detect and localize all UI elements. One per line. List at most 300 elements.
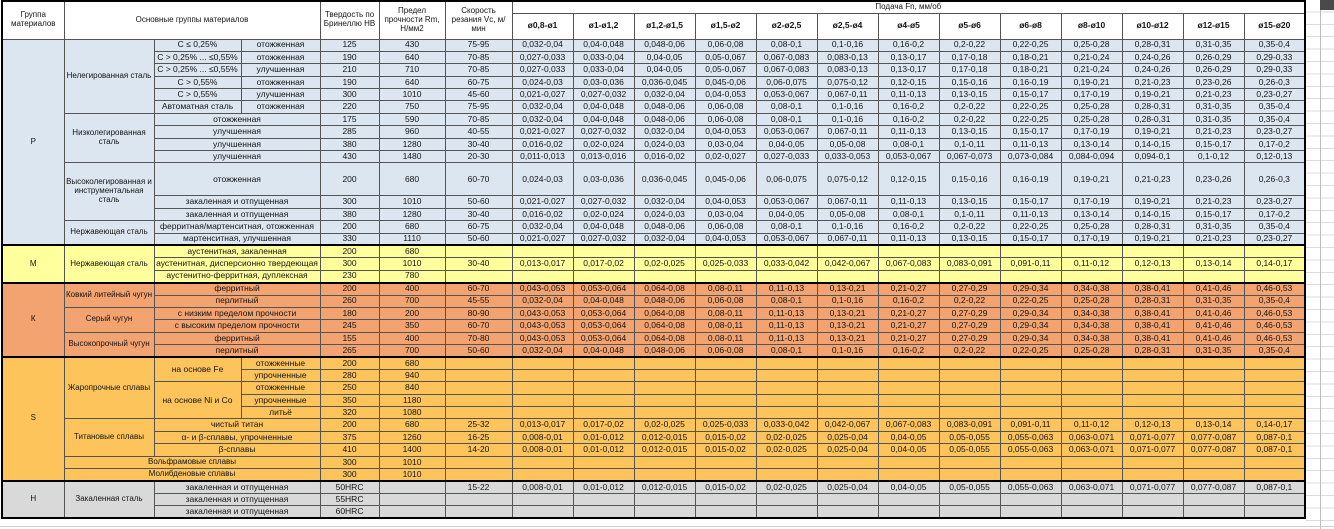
feed-cell[interactable]: 0,2-0,22 [939, 101, 1000, 113]
feed-cell-empty[interactable] [878, 357, 939, 369]
feed-cell[interactable]: 0,04-0,048 [573, 295, 634, 307]
material-family-cell[interactable]: Закаленная сталь [64, 481, 154, 518]
feed-cell[interactable]: 0,21-0,23 [1183, 89, 1244, 101]
feed-cell[interactable]: 0,11-0,13 [756, 307, 817, 319]
material-condition-cell[interactable]: закаленная и отпущенная [154, 208, 320, 220]
feed-cell[interactable]: 0,021-0,027 [512, 196, 573, 208]
feed-cell[interactable]: 0,35-0,4 [1244, 345, 1305, 357]
feed-cell[interactable]: 0,083-0,13 [817, 64, 878, 76]
feed-cell-empty[interactable] [756, 506, 817, 518]
speed-cell[interactable]: 16-25 [445, 431, 512, 443]
feed-cell[interactable]: 0,13-0,15 [939, 196, 1000, 208]
feed-cell-empty[interactable] [1244, 456, 1305, 468]
feed-cell-empty[interactable] [573, 456, 634, 468]
feed-cell-empty[interactable] [1244, 394, 1305, 406]
feed-cell-empty[interactable] [1000, 456, 1061, 468]
feed-cell-empty[interactable] [878, 382, 939, 394]
feed-cell[interactable]: 0,016-0,02 [512, 208, 573, 220]
feed-cell[interactable]: 0,21-0,27 [878, 283, 939, 295]
feed-cell[interactable]: 0,34-0,38 [1061, 332, 1122, 344]
feed-cell[interactable]: 0,19-0,21 [1122, 126, 1183, 138]
hardness-cell[interactable]: 200 [320, 221, 379, 233]
strength-cell[interactable]: 1010 [379, 196, 445, 208]
feed-cell-empty[interactable] [573, 245, 634, 257]
feed-cell-empty[interactable] [1244, 357, 1305, 369]
feed-cell[interactable]: 0,35-0,4 [1244, 39, 1305, 51]
feed-cell[interactable]: 0,063-0,071 [1061, 444, 1122, 456]
feed-cell[interactable]: 0,28-0,31 [1122, 39, 1183, 51]
feed-cell[interactable]: 0,23-0,27 [1244, 196, 1305, 208]
feed-cell-empty[interactable] [634, 469, 695, 481]
feed-column-header[interactable]: ø6-ø8 [1000, 13, 1061, 39]
feed-cell[interactable]: 0,26-0,3 [1244, 76, 1305, 88]
feed-cell-empty[interactable] [1244, 245, 1305, 257]
feed-cell-empty[interactable] [756, 270, 817, 282]
feed-cell-empty[interactable] [1122, 506, 1183, 518]
feed-cell[interactable]: 0,033-0,04 [573, 51, 634, 63]
material-condition-cell[interactable]: отожженная [241, 101, 320, 113]
speed-cell[interactable]: 70-85 [445, 64, 512, 76]
feed-cell[interactable]: 0,02-0,025 [634, 419, 695, 431]
speed-cell[interactable]: 50-60 [445, 233, 512, 245]
feed-cell[interactable]: 0,13-0,14 [1061, 208, 1122, 220]
feed-cell[interactable]: 0,08-0,11 [695, 307, 756, 319]
feed-cell[interactable]: 0,012-0,015 [634, 431, 695, 443]
feed-cell-empty[interactable] [1122, 369, 1183, 381]
hardness-cell[interactable]: 155 [320, 332, 379, 344]
speed-cell[interactable]: 60-70 [445, 320, 512, 332]
hardness-cell[interactable]: 430 [320, 151, 379, 163]
feed-cell[interactable]: 0,16-0,2 [878, 295, 939, 307]
strength-cell[interactable]: 400 [379, 332, 445, 344]
feed-cell-empty[interactable] [634, 270, 695, 282]
material-condition-cell[interactable]: с высоким пределом прочности [154, 320, 320, 332]
feed-cell[interactable]: 0,16-0,2 [878, 113, 939, 125]
speed-cell[interactable]: 75-95 [445, 39, 512, 51]
hardness-cell[interactable]: 380 [320, 208, 379, 220]
feed-cell[interactable]: 0,04-0,053 [695, 89, 756, 101]
hardness-cell[interactable]: 320 [320, 407, 379, 419]
feed-cell[interactable]: 0,2-0,22 [939, 39, 1000, 51]
feed-cell[interactable]: 0,027-0,032 [573, 233, 634, 245]
speed-cell[interactable]: 60-75 [445, 221, 512, 233]
feed-cell[interactable]: 0,13-0,21 [817, 332, 878, 344]
material-family-cell[interactable]: Молибденовые сплавы [64, 469, 320, 481]
group-letter-cell[interactable]: К [2, 283, 64, 357]
feed-cell[interactable]: 0,25-0,28 [1061, 345, 1122, 357]
strength-cell[interactable]: 840 [379, 382, 445, 394]
feed-cell[interactable]: 0,34-0,38 [1061, 283, 1122, 295]
feed-cell[interactable]: 0,087-0,1 [1244, 481, 1305, 493]
feed-cell[interactable]: 0,26-0,29 [1183, 64, 1244, 76]
feed-cell[interactable]: 0,008-0,01 [512, 431, 573, 443]
hardness-cell[interactable]: 265 [320, 345, 379, 357]
material-family-cell[interactable]: Серый чугун [64, 307, 154, 332]
feed-cell[interactable]: 0,06-0,075 [756, 163, 817, 196]
feed-cell[interactable]: 0,043-0,053 [512, 283, 573, 295]
feed-cell[interactable]: 0,027-0,033 [512, 64, 573, 76]
feed-cell-empty[interactable] [1000, 394, 1061, 406]
feed-cell-empty[interactable] [939, 245, 1000, 257]
feed-cell[interactable]: 0,063-0,071 [1061, 481, 1122, 493]
feed-cell[interactable]: 0,024-0,03 [634, 138, 695, 150]
material-condition-cell[interactable]: упрочненные [241, 394, 320, 406]
feed-cell[interactable]: 0,06-0,08 [695, 221, 756, 233]
feed-cell[interactable]: 0,22-0,25 [1000, 295, 1061, 307]
hardness-cell[interactable]: 260 [320, 295, 379, 307]
speed-cell[interactable]: 30-40 [445, 208, 512, 220]
feed-cell[interactable]: 0,067-0,11 [817, 233, 878, 245]
feed-cell[interactable]: 0,31-0,35 [1183, 295, 1244, 307]
feed-cell-empty[interactable] [695, 369, 756, 381]
feed-cell-empty[interactable] [756, 394, 817, 406]
feed-cell-empty[interactable] [1061, 456, 1122, 468]
strength-cell[interactable] [379, 481, 445, 493]
feed-cell-empty[interactable] [573, 394, 634, 406]
material-spec-cell[interactable]: C > 0,25% ... ≤0,55% [154, 51, 241, 63]
feed-cell[interactable]: 0,14-0,17 [1244, 419, 1305, 431]
feed-cell[interactable]: 0,14-0,15 [1122, 138, 1183, 150]
feed-cell[interactable]: 0,027-0,033 [756, 151, 817, 163]
feed-cell[interactable]: 0,075-0,12 [817, 76, 878, 88]
feed-cell[interactable]: 0,21-0,23 [1183, 126, 1244, 138]
material-spec-cell[interactable]: на основе Ni и Co [154, 382, 241, 419]
feed-cell-empty[interactable] [939, 394, 1000, 406]
feed-cell-empty[interactable] [1122, 382, 1183, 394]
feed-cell[interactable]: 0,024-0,03 [512, 76, 573, 88]
feed-cell-empty[interactable] [512, 369, 573, 381]
strength-cell[interactable]: 1110 [379, 233, 445, 245]
feed-cell[interactable]: 0,04-0,05 [878, 431, 939, 443]
material-condition-cell[interactable]: закаленная и отпущенная [154, 506, 320, 518]
feed-cell-empty[interactable] [756, 407, 817, 419]
feed-cell[interactable]: 0,033-0,042 [756, 258, 817, 270]
feed-cell[interactable]: 0,41-0,46 [1183, 307, 1244, 319]
feed-cell-empty[interactable] [1183, 357, 1244, 369]
feed-cell[interactable]: 0,2-0,22 [939, 113, 1000, 125]
feed-cell[interactable]: 0,033-0,04 [573, 64, 634, 76]
speed-cell[interactable] [445, 506, 512, 518]
feed-cell-empty[interactable] [878, 270, 939, 282]
feed-cell[interactable]: 0,16-0,2 [878, 345, 939, 357]
material-family-cell[interactable]: Низколегированная сталь [64, 113, 154, 163]
feed-cell[interactable]: 0,067-0,11 [817, 89, 878, 101]
hardness-cell[interactable]: 300 [320, 196, 379, 208]
feed-cell-empty[interactable] [756, 382, 817, 394]
feed-cell[interactable]: 0,05-0,08 [817, 208, 878, 220]
feed-cell[interactable]: 0,048-0,06 [634, 345, 695, 357]
material-condition-cell[interactable]: отожженная [154, 163, 320, 196]
feed-cell-empty[interactable] [817, 369, 878, 381]
feed-cell-empty[interactable] [695, 270, 756, 282]
feed-cell-empty[interactable] [512, 407, 573, 419]
feed-cell[interactable]: 0,11-0,13 [756, 332, 817, 344]
feed-cell-empty[interactable] [1244, 382, 1305, 394]
feed-cell-empty[interactable] [1183, 394, 1244, 406]
feed-cell[interactable]: 0,31-0,35 [1183, 39, 1244, 51]
hardness-cell[interactable]: 60HRC [320, 506, 379, 518]
feed-cell-empty[interactable] [1122, 245, 1183, 257]
feed-cell[interactable]: 0,027-0,033 [512, 51, 573, 63]
feed-cell-empty[interactable] [939, 407, 1000, 419]
feed-cell[interactable]: 0,071-0,077 [1122, 431, 1183, 443]
feed-cell[interactable]: 0,05-0,067 [695, 51, 756, 63]
strength-cell[interactable]: 400 [379, 283, 445, 295]
feed-cell-empty[interactable] [1000, 245, 1061, 257]
feed-cell[interactable]: 0,012-0,015 [634, 444, 695, 456]
feed-cell[interactable]: 0,15-0,17 [1000, 233, 1061, 245]
feed-cell-empty[interactable] [817, 382, 878, 394]
speed-cell[interactable]: 45-55 [445, 295, 512, 307]
feed-column-header[interactable]: ø10-ø12 [1122, 13, 1183, 39]
feed-cell[interactable]: 0,033-0,042 [756, 419, 817, 431]
feed-column-header[interactable]: ø2-ø2,5 [756, 13, 817, 39]
feed-cell-empty[interactable] [1122, 270, 1183, 282]
hardness-cell[interactable]: 220 [320, 101, 379, 113]
feed-cell[interactable]: 0,16-0,2 [878, 101, 939, 113]
material-spec-cell[interactable]: Автоматная сталь [154, 101, 241, 113]
feed-cell[interactable]: 0,045-0,06 [695, 163, 756, 196]
feed-cell[interactable]: 0,11-0,13 [878, 126, 939, 138]
feed-cell[interactable]: 0,12-0,13 [1122, 419, 1183, 431]
strength-cell[interactable]: 1010 [379, 89, 445, 101]
feed-cell-empty[interactable] [817, 270, 878, 282]
feed-cell[interactable]: 0,017-0,02 [573, 419, 634, 431]
feed-cell[interactable]: 0,06-0,08 [695, 101, 756, 113]
feed-cell[interactable]: 0,048-0,06 [634, 221, 695, 233]
feed-cell[interactable]: 0,12-0,15 [878, 163, 939, 196]
feed-cell[interactable]: 0,11-0,13 [756, 320, 817, 332]
feed-cell[interactable]: 0,053-0,064 [573, 320, 634, 332]
speed-cell[interactable]: 75-95 [445, 101, 512, 113]
feed-cell-empty[interactable] [1061, 357, 1122, 369]
material-condition-cell[interactable]: ферритная/мартенситная, отожженная [154, 221, 320, 233]
feed-cell[interactable]: 0,31-0,35 [1183, 101, 1244, 113]
feed-cell[interactable]: 0,091-0,11 [1000, 258, 1061, 270]
feed-cell[interactable]: 0,22-0,25 [1000, 221, 1061, 233]
feed-cell[interactable]: 0,067-0,083 [878, 258, 939, 270]
feed-cell[interactable]: 0,032-0,04 [512, 39, 573, 51]
hardness-cell[interactable]: 285 [320, 126, 379, 138]
feed-cell[interactable]: 0,053-0,067 [756, 233, 817, 245]
feed-cell[interactable]: 0,29-0,34 [1000, 283, 1061, 295]
feed-cell[interactable]: 0,05-0,08 [817, 138, 878, 150]
feed-cell-empty[interactable] [939, 270, 1000, 282]
feed-cell[interactable]: 0,077-0,087 [1183, 431, 1244, 443]
feed-cell-empty[interactable] [817, 456, 878, 468]
feed-cell[interactable]: 0,02-0,025 [756, 431, 817, 443]
feed-cell[interactable]: 0,013-0,017 [512, 258, 573, 270]
feed-cell-empty[interactable] [1244, 493, 1305, 505]
feed-cell-empty[interactable] [878, 493, 939, 505]
feed-cell-empty[interactable] [1000, 357, 1061, 369]
feed-cell[interactable]: 0,01-0,012 [573, 481, 634, 493]
feed-cell[interactable]: 0,02-0,027 [695, 151, 756, 163]
speed-cell[interactable]: 60-70 [445, 163, 512, 196]
feed-cell[interactable]: 0,23-0,26 [1183, 163, 1244, 196]
hardness-cell[interactable]: 180 [320, 307, 379, 319]
feed-column-header[interactable]: ø1,2-ø1,5 [634, 13, 695, 39]
feed-cell[interactable]: 0,25-0,28 [1061, 113, 1122, 125]
material-condition-cell[interactable]: улучшенная [154, 138, 320, 150]
feed-cell-empty[interactable] [756, 456, 817, 468]
feed-cell-empty[interactable] [939, 369, 1000, 381]
feed-cell-empty[interactable] [1000, 382, 1061, 394]
feed-cell[interactable]: 0,31-0,35 [1183, 221, 1244, 233]
feed-cell[interactable]: 0,02-0,025 [756, 481, 817, 493]
feed-cell[interactable]: 0,048-0,06 [634, 39, 695, 51]
feed-cell[interactable]: 0,025-0,04 [817, 444, 878, 456]
feed-cell[interactable]: 0,15-0,17 [1183, 138, 1244, 150]
feed-cell[interactable]: 0,13-0,21 [817, 307, 878, 319]
hardness-cell[interactable]: 330 [320, 233, 379, 245]
material-spec-cell[interactable]: на основе Fe [154, 357, 241, 382]
feed-cell[interactable]: 0,048-0,06 [634, 295, 695, 307]
hardness-cell[interactable]: 410 [320, 444, 379, 456]
feed-cell-empty[interactable] [1061, 270, 1122, 282]
feed-cell[interactable]: 0,21-0,23 [1183, 196, 1244, 208]
feed-cell[interactable]: 0,17-0,19 [1061, 233, 1122, 245]
feed-cell-empty[interactable] [634, 456, 695, 468]
feed-cell[interactable]: 0,03-0,04 [695, 208, 756, 220]
feed-cell[interactable]: 0,008-0,01 [512, 444, 573, 456]
feed-cell-empty[interactable] [817, 493, 878, 505]
feed-cell-empty[interactable] [512, 245, 573, 257]
feed-column-header[interactable]: ø5-ø6 [939, 13, 1000, 39]
feed-cell[interactable]: 0,13-0,21 [817, 283, 878, 295]
feed-cell[interactable]: 0,067-0,073 [939, 151, 1000, 163]
feed-cell[interactable]: 0,13-0,17 [878, 64, 939, 76]
feed-cell[interactable]: 0,22-0,25 [1000, 101, 1061, 113]
feed-cell[interactable]: 0,21-0,27 [878, 307, 939, 319]
material-condition-cell[interactable]: β-сплавы [154, 444, 320, 456]
feed-column-header[interactable]: ø1,5-ø2 [695, 13, 756, 39]
feed-cell-empty[interactable] [1244, 369, 1305, 381]
feed-cell[interactable]: 0,053-0,064 [573, 283, 634, 295]
feed-cell[interactable]: 0,04-0,05 [634, 64, 695, 76]
feed-column-header[interactable]: ø2,5-ø4 [817, 13, 878, 39]
strength-cell[interactable]: 590 [379, 113, 445, 125]
feed-cell[interactable]: 0,19-0,21 [1122, 196, 1183, 208]
speed-cell[interactable]: 20-30 [445, 151, 512, 163]
feed-cell[interactable]: 0,064-0,08 [634, 307, 695, 319]
feed-cell[interactable]: 0,24-0,26 [1122, 51, 1183, 63]
feed-cell[interactable]: 0,015-0,02 [695, 431, 756, 443]
feed-cell-empty[interactable] [756, 357, 817, 369]
group-letter-cell[interactable]: Н [2, 481, 64, 518]
hardness-cell[interactable]: 300 [320, 258, 379, 270]
hardness-cell[interactable]: 230 [320, 270, 379, 282]
feed-column-header[interactable]: ø12-ø15 [1183, 13, 1244, 39]
feed-cell[interactable]: 0,087-0,1 [1244, 444, 1305, 456]
material-family-cell[interactable]: Нержавеющая сталь [64, 221, 154, 246]
feed-cell-empty[interactable] [817, 357, 878, 369]
speed-cell[interactable]: 30-40 [445, 258, 512, 270]
feed-cell[interactable]: 0,063-0,071 [1061, 431, 1122, 443]
strength-cell[interactable]: 680 [379, 221, 445, 233]
feed-cell[interactable]: 0,34-0,38 [1061, 307, 1122, 319]
speed-cell[interactable] [445, 382, 512, 394]
feed-cell-empty[interactable] [817, 506, 878, 518]
feed-cell[interactable]: 0,04-0,05 [878, 481, 939, 493]
strength-cell[interactable]: 640 [379, 51, 445, 63]
feed-cell-empty[interactable] [756, 369, 817, 381]
feed-cell-empty[interactable] [634, 245, 695, 257]
material-condition-cell[interactable]: перлитный [154, 345, 320, 357]
material-condition-cell[interactable]: отожженные [241, 382, 320, 394]
feed-cell[interactable]: 0,032-0,04 [512, 295, 573, 307]
feed-cell-empty[interactable] [695, 382, 756, 394]
feed-cell-empty[interactable] [817, 469, 878, 481]
feed-cell[interactable]: 0,032-0,04 [512, 101, 573, 113]
material-family-cell[interactable]: Титановые сплавы [64, 419, 154, 456]
feed-cell-empty[interactable] [634, 382, 695, 394]
strength-cell[interactable] [379, 493, 445, 505]
feed-cell-empty[interactable] [1183, 270, 1244, 282]
feed-cell[interactable]: 0,29-0,33 [1244, 51, 1305, 63]
feed-cell[interactable]: 0,29-0,33 [1244, 64, 1305, 76]
feed-cell[interactable]: 0,024-0,03 [634, 208, 695, 220]
group-letter-cell[interactable]: Р [2, 39, 64, 245]
feed-cell-empty[interactable] [756, 469, 817, 481]
feed-cell[interactable]: 0,02-0,024 [573, 138, 634, 150]
feed-cell[interactable]: 0,21-0,23 [1183, 233, 1244, 245]
feed-cell-empty[interactable] [512, 456, 573, 468]
feed-cell-empty[interactable] [634, 493, 695, 505]
feed-cell[interactable]: 0,04-0,05 [878, 444, 939, 456]
speed-cell[interactable]: 70-85 [445, 51, 512, 63]
feed-cell[interactable]: 0,06-0,08 [695, 113, 756, 125]
feed-cell[interactable]: 0,22-0,25 [1000, 345, 1061, 357]
feed-cell-empty[interactable] [695, 357, 756, 369]
feed-cell[interactable]: 0,016-0,02 [512, 138, 573, 150]
feed-cell-empty[interactable] [695, 493, 756, 505]
feed-cell[interactable]: 0,23-0,26 [1183, 76, 1244, 88]
feed-cell[interactable]: 0,043-0,053 [512, 320, 573, 332]
feed-cell[interactable]: 0,025-0,033 [695, 258, 756, 270]
feed-cell[interactable]: 0,03-0,036 [573, 76, 634, 88]
material-condition-cell[interactable]: закаленная и отпущенная [154, 481, 320, 493]
feed-cell[interactable]: 0,04-0,048 [573, 221, 634, 233]
feed-cell[interactable]: 0,13-0,14 [1183, 419, 1244, 431]
material-condition-cell[interactable]: литьё [241, 407, 320, 419]
feed-cell-empty[interactable] [878, 506, 939, 518]
feed-cell-empty[interactable] [1244, 407, 1305, 419]
feed-cell-empty[interactable] [939, 469, 1000, 481]
header-strength[interactable]: Предел прочности Rm, Н/мм2 [379, 1, 445, 39]
hardness-cell[interactable]: 210 [320, 64, 379, 76]
feed-cell[interactable]: 0,13-0,21 [817, 320, 878, 332]
feed-cell-empty[interactable] [1000, 369, 1061, 381]
feed-cell-empty[interactable] [1122, 407, 1183, 419]
feed-cell-empty[interactable] [1244, 469, 1305, 481]
feed-cell[interactable]: 0,04-0,053 [695, 233, 756, 245]
feed-cell[interactable]: 0,021-0,027 [512, 233, 573, 245]
feed-cell[interactable]: 0,15-0,17 [1000, 126, 1061, 138]
feed-cell[interactable]: 0,032-0,04 [634, 233, 695, 245]
material-condition-cell[interactable]: отожженная [241, 51, 320, 63]
hardness-cell[interactable]: 375 [320, 431, 379, 443]
feed-cell[interactable]: 0,26-0,3 [1244, 163, 1305, 196]
feed-cell-empty[interactable] [1000, 407, 1061, 419]
feed-cell-empty[interactable] [573, 382, 634, 394]
material-family-cell[interactable]: Высоколегированная и инструментальная сталь [64, 163, 154, 221]
feed-cell[interactable]: 0,38-0,41 [1122, 283, 1183, 295]
feed-cell-empty[interactable] [512, 382, 573, 394]
feed-cell[interactable]: 0,064-0,08 [634, 332, 695, 344]
feed-cell[interactable]: 0,091-0,11 [1000, 419, 1061, 431]
speed-cell[interactable]: 25-32 [445, 419, 512, 431]
